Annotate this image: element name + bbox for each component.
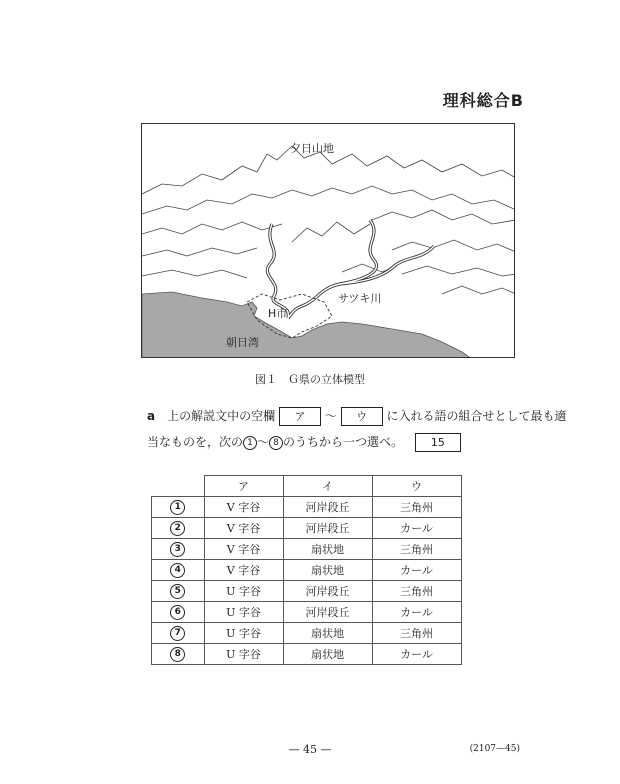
terrain-figure	[141, 123, 515, 358]
row-number	[152, 560, 205, 581]
cell-u: カール	[372, 644, 461, 665]
cell-i: 河岸段丘	[283, 497, 372, 518]
row-number-circle: 4	[170, 563, 185, 578]
label-river: サツキ川	[338, 292, 382, 305]
cell-a: V 字谷	[204, 497, 283, 518]
question-line-1	[147, 407, 566, 426]
header-a: ア	[204, 476, 283, 497]
question-marker: a	[147, 409, 156, 423]
cell-i: 河岸段丘	[283, 581, 372, 602]
question-text-1: 上の解説文中の空欄	[167, 409, 276, 423]
table-row	[152, 560, 462, 581]
cell-a: V 字谷	[204, 560, 283, 581]
row-number	[152, 623, 205, 644]
row-number-circle: 3	[170, 542, 185, 557]
row-number-circle: 5	[170, 584, 185, 599]
question-text-3: 当なものを，次の	[147, 435, 244, 449]
header-i: イ	[283, 476, 372, 497]
cell-i: 扇状地	[283, 560, 372, 581]
header-blank	[152, 476, 205, 497]
tilde: ～	[324, 409, 337, 423]
cell-i: 扇状地	[283, 644, 372, 665]
row-number	[152, 497, 205, 518]
cell-i: 河岸段丘	[283, 518, 372, 539]
cell-a: U 字谷	[204, 581, 283, 602]
header-u: ウ	[372, 476, 461, 497]
cell-u: 三角州	[372, 581, 461, 602]
figure-caption: 図１ Ｇ県の立体模型	[255, 373, 365, 386]
row-number	[152, 539, 205, 560]
page-code: (2107—45)	[469, 744, 520, 754]
row-number	[152, 518, 205, 539]
cell-u: 三角州	[372, 539, 461, 560]
blank-a: ア	[279, 407, 321, 426]
page-number: — 45 —	[288, 743, 332, 756]
cell-u: カール	[372, 518, 461, 539]
cell-u: カール	[372, 602, 461, 623]
choice-ref-1: 1	[243, 436, 257, 450]
table-row	[152, 497, 462, 518]
question-text-4: のうちから一つ選べ。	[283, 435, 404, 449]
table-row	[152, 644, 462, 665]
table-row	[152, 539, 462, 560]
label-mountains: 夕日山地	[290, 142, 334, 155]
row-number	[152, 644, 205, 665]
cell-i: 扇状地	[283, 623, 372, 644]
cell-i: 扇状地	[283, 539, 372, 560]
choice-ref-8: 8	[269, 436, 283, 450]
tilde-2: ～	[257, 435, 270, 449]
row-number-circle: 1	[170, 500, 185, 515]
cell-a: U 字谷	[204, 623, 283, 644]
row-number-circle: 7	[170, 626, 185, 641]
cell-a: U 字谷	[204, 644, 283, 665]
cell-a: V 字谷	[204, 518, 283, 539]
table-row	[152, 623, 462, 644]
terrain-drawing	[142, 124, 515, 358]
cell-u: カール	[372, 560, 461, 581]
row-number-circle: 8	[170, 647, 185, 662]
cell-a: V 字谷	[204, 539, 283, 560]
table-header-row	[152, 476, 462, 497]
table-row	[152, 581, 462, 602]
cell-u: 三角州	[372, 623, 461, 644]
row-number	[152, 602, 205, 623]
cell-a: U 字谷	[204, 602, 283, 623]
answer-box: 15	[415, 433, 461, 452]
table-row	[152, 518, 462, 539]
table-row	[152, 602, 462, 623]
question-line-2	[147, 433, 461, 452]
label-bay: 朝日湾	[226, 336, 259, 349]
cell-i: 河岸段丘	[283, 602, 372, 623]
row-number	[152, 581, 205, 602]
cell-u: 三角州	[372, 497, 461, 518]
label-city: H市	[268, 307, 288, 320]
section-title: 理科総合B	[442, 91, 524, 110]
row-number-circle: 2	[170, 521, 185, 536]
row-number-circle: 6	[170, 605, 185, 620]
question-text-2: に入れる語の組合せとして最も適	[386, 409, 567, 423]
blank-u: ウ	[341, 407, 383, 426]
choices-table	[151, 475, 462, 665]
